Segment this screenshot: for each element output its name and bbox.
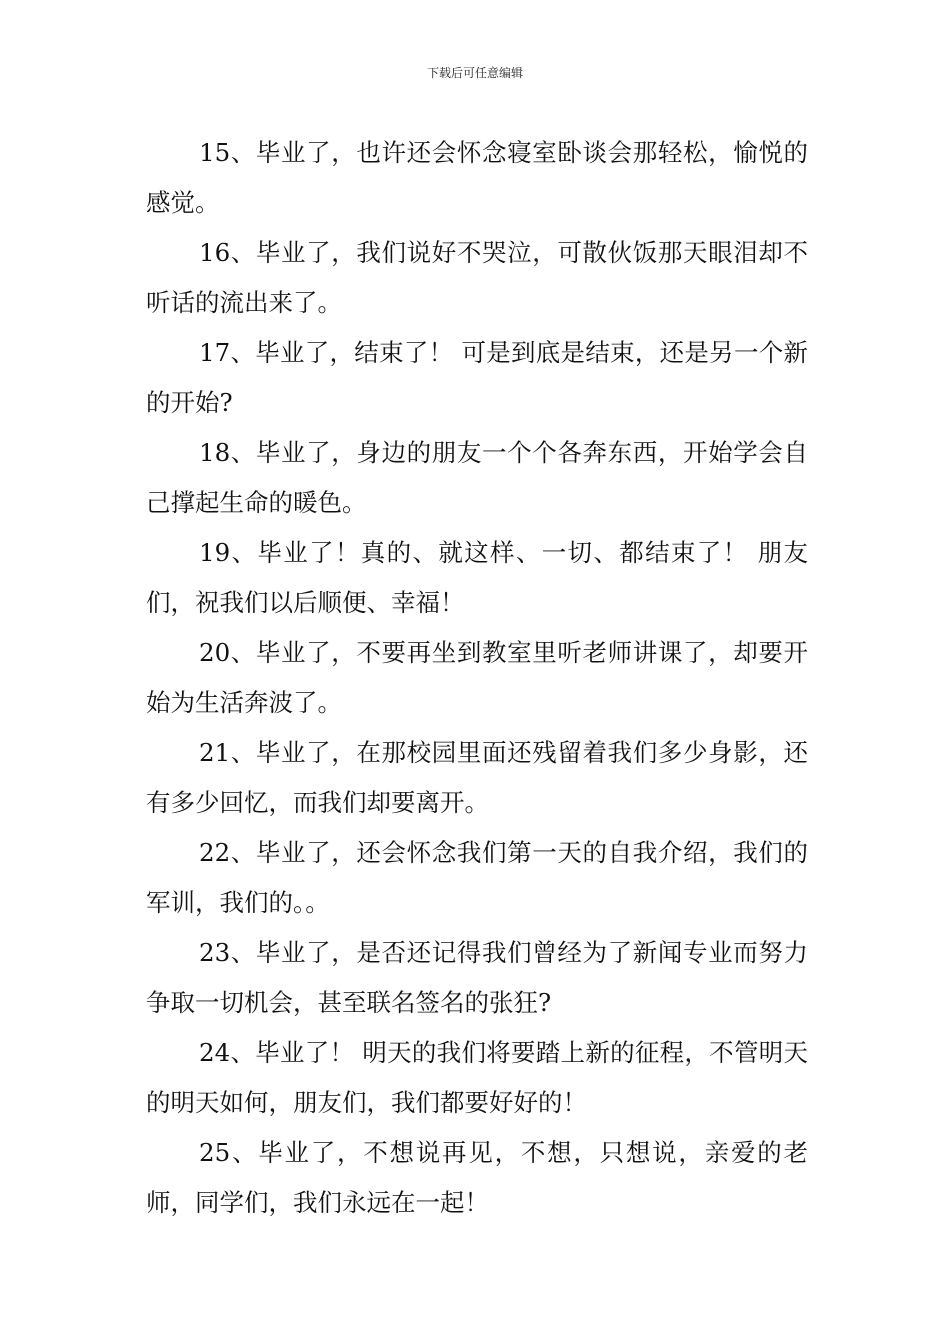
paragraph-19: 19、毕业了！真的、就这样、一切、都结束了！ 朋友们，祝我们以后顺便、幸福！: [146, 538, 808, 617]
paragraph-18: 18、毕业了，身边的朋友一个个各奔东西，开始学会自己撑起生命的暖色。: [146, 438, 808, 517]
paragraph-25: 25、毕业了，不想说再见，不想，只想说，亲爱的老师，同学们，我们永远在一起！: [146, 1138, 808, 1217]
paragraph-15: 15、毕业了，也许还会怀念寝室卧谈会那轻松，愉悦的感觉。: [146, 138, 808, 217]
document-body: [146, 128, 808, 1228]
paragraph-23: 23、毕业了，是否还记得我们曾经为了新闻专业而努力争取一切机会，甚至联名签名的张狂?: [146, 938, 808, 1017]
page-header: 下载后可任意编辑: [426, 66, 523, 80]
paragraph-20: 20、毕业了，不要再坐到教室里听老师讲课了，却要开始为生活奔波了。: [146, 638, 808, 717]
paragraph-22: 22、毕业了，还会怀念我们第一天的自我介绍，我们的军训，我们的。。: [146, 838, 808, 917]
paragraph-24: 24、毕业了！ 明天的我们将要踏上新的征程，不管明天的明天如何，朋友们，我们都要好好的！: [146, 1038, 808, 1117]
paragraph-21: 21、毕业了，在那校园里面还残留着我们多少身影，还有多少回忆，而我们却要离开。: [146, 738, 808, 817]
paragraph-17: 17、毕业了，结束了！ 可是到底是结束，还是另一个新的开始?: [146, 338, 808, 417]
paragraph-16: 16、毕业了，我们说好不哭泣，可散伙饭那天眼泪却不听话的流出来了。: [146, 238, 808, 317]
